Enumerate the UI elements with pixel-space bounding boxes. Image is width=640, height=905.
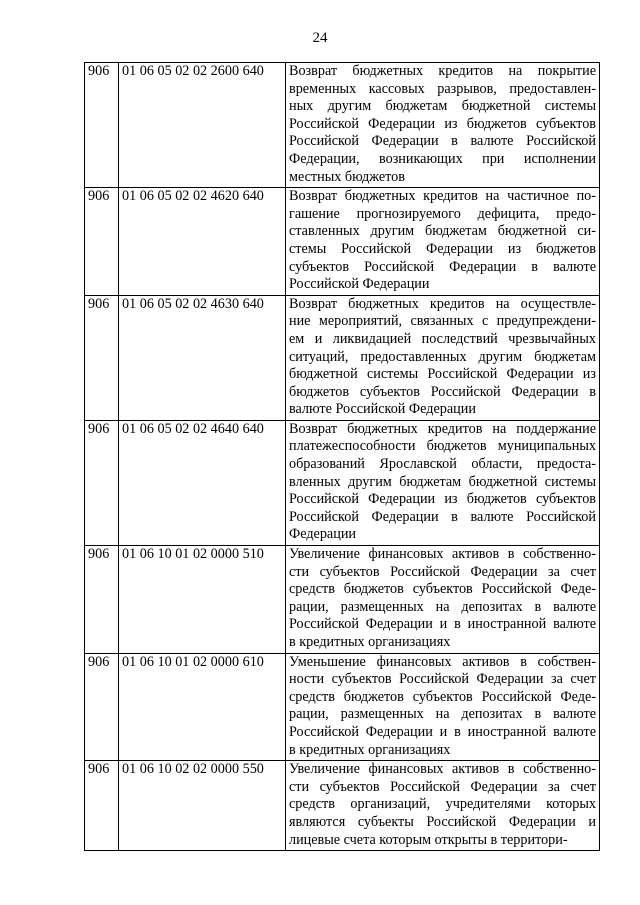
description-line: Уменьшение финансовых активов в собствен- [289, 653, 596, 670]
description-line: являются субъекты Российской Федерации и [289, 813, 596, 830]
description-line: ности субъектов Российской Федерации за счет [289, 671, 596, 688]
description-line: Российской Федерации из бюджетов субъектов [289, 115, 596, 132]
description-line: вленных другим бюджетам бюджетной системы [289, 473, 596, 490]
description-cell [286, 761, 600, 851]
description-line: рации, размещенных на депозитах в валюте [289, 706, 596, 723]
description-line: Российской Федерации из бюджетов субъектов [289, 491, 596, 508]
description-line: лицевые счета которым открыты в территори- [289, 831, 568, 848]
description-line: платежеспособности бюджетов муниципальных [289, 438, 596, 455]
admin-code-cell: 906 [85, 653, 119, 761]
budget-classification-table [84, 62, 600, 851]
description-line: Российской Федерации в валюте Российской [289, 133, 596, 150]
description-cell [286, 295, 600, 420]
page-number: 24 [312, 30, 328, 46]
description-line: ем и ликвидацией последствий чрезвычайных [289, 330, 596, 347]
description-line: бюджетной системы Российской Федерации из [289, 366, 596, 383]
description-line: Возврат бюджетных кредитов на покрытие [289, 63, 596, 79]
description-line: ставленных другим бюджетам бюджетной си- [289, 223, 596, 240]
description-line: гашение прогнозируемого дефицита, предо- [289, 205, 596, 222]
description-line: Российской Федерации и в иностранной валюте [289, 723, 596, 740]
description-line: Возврат бюджетных кредитов на осуществле- [289, 295, 596, 312]
admin-code-cell: 906 [85, 420, 119, 545]
description-line: рации, размещенных на депозитах в валюте [289, 598, 596, 615]
admin-code-cell: 906 [85, 188, 119, 296]
description-line: Федерации [289, 526, 357, 543]
budget-code-cell: 01 06 05 02 02 4630 640 [119, 295, 286, 420]
description-line: средств организаций, учредителями которых [289, 796, 596, 813]
table-row [85, 653, 600, 761]
table-row [85, 295, 600, 420]
description-line: стемы Российской Федерации из бюджетов [289, 240, 596, 257]
table-body [85, 63, 600, 851]
admin-code-cell: 906 [85, 63, 119, 188]
description-line: ситуаций, предоставленных другим бюджетам [289, 348, 596, 365]
admin-code-cell: 906 [85, 761, 119, 851]
description-line: Увеличение финансовых активов в собственно- [289, 761, 596, 778]
description-line: средств бюджетов субъектов Российской Феде- [289, 581, 596, 598]
description-line: Российской Федерации [289, 276, 430, 293]
description-line: ных другим бюджетам бюджетной системы [289, 98, 596, 115]
description-line: субъектов Российской Федерации в валюте [289, 258, 596, 275]
description-cell [286, 546, 600, 654]
table-row [85, 546, 600, 654]
description-line: Возврат бюджетных кредитов на поддержание [289, 420, 596, 437]
budget-code-cell: 01 06 05 02 02 2600 640 [119, 63, 286, 188]
description-line: средств бюджетов субъектов Российской Феде- [289, 688, 596, 705]
description-line: Российской Федерации и в иностранной валюте [289, 616, 596, 633]
description-line: бюджетов субъектов Российской Федерации в [289, 383, 596, 400]
description-line: образований Ярославской области, предоста- [289, 456, 596, 473]
budget-code-cell: 01 06 10 01 02 0000 610 [119, 653, 286, 761]
table-row [85, 63, 600, 188]
description-line: Возврат бюджетных кредитов на частичное по- [289, 188, 596, 205]
table-row [85, 761, 600, 851]
description-cell [286, 653, 600, 761]
table-row [85, 420, 600, 545]
budget-code-cell: 01 06 05 02 02 4640 640 [119, 420, 286, 545]
description-cell [286, 63, 600, 188]
description-cell [286, 188, 600, 296]
description-line: Федерации, возникающих при исполнении [289, 150, 596, 167]
admin-code-cell: 906 [85, 546, 119, 654]
description-line: сти субъектов Российской Федерации за счет [289, 778, 596, 795]
admin-code-cell: 906 [85, 295, 119, 420]
description-cell [286, 420, 600, 545]
budget-code-cell: 01 06 10 01 02 0000 510 [119, 546, 286, 654]
description-line: Увеличение финансовых активов в собственно- [289, 546, 596, 563]
budget-code-cell: 01 06 05 02 02 4620 640 [119, 188, 286, 296]
description-line: в кредитных организациях [289, 634, 451, 650]
description-line: в кредитных организациях [289, 741, 451, 758]
table-row [85, 188, 600, 296]
description-line: местных бюджетов [289, 168, 405, 185]
budget-code-cell: 01 06 10 02 02 0000 550 [119, 761, 286, 851]
description-line: Российской Федерации в валюте Российской [289, 508, 596, 525]
description-line: временных кассовых разрывов, предоставлен- [289, 80, 596, 97]
description-line: сти субъектов Российской Федерации за счет [289, 563, 596, 580]
description-line: ние мероприятий, связанных с предупреждени- [289, 313, 596, 330]
description-line: валюте Российской Федерации [289, 401, 476, 418]
